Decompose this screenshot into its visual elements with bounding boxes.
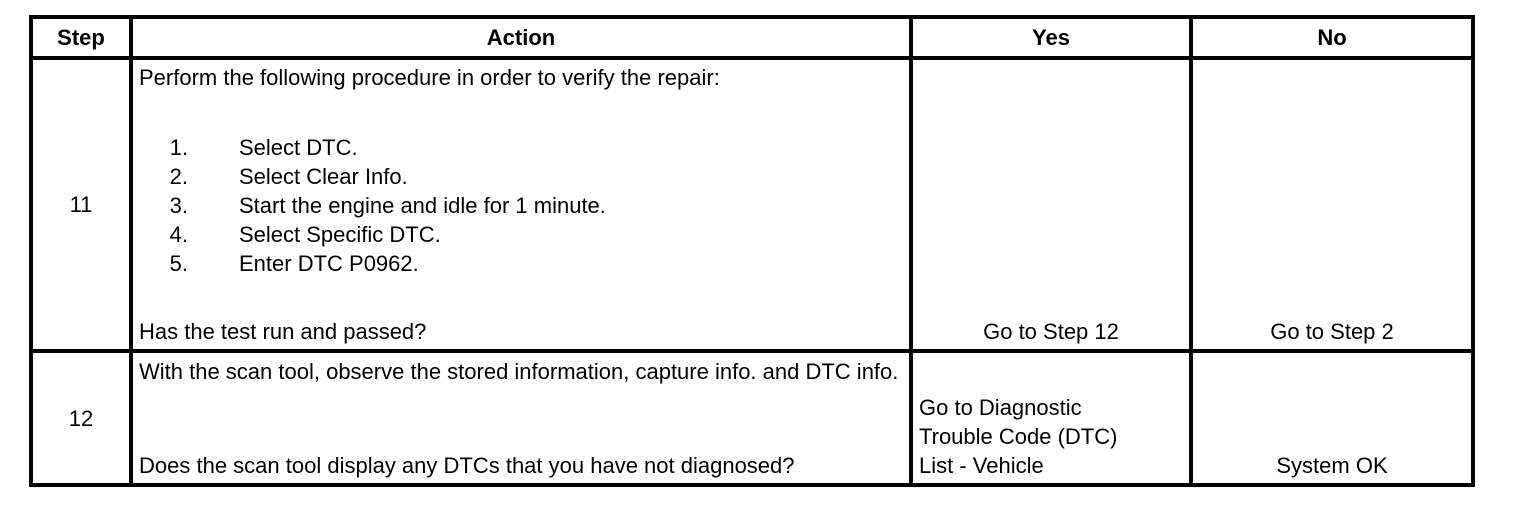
list-item-text: Select Clear Info. bbox=[239, 164, 408, 189]
list-item-text: Enter DTC P0962. bbox=[239, 251, 419, 276]
list-item-number: 5. bbox=[169, 251, 188, 276]
table-row bbox=[31, 351, 1473, 485]
step-number: 12 bbox=[31, 351, 131, 485]
procedure-list bbox=[139, 133, 606, 278]
diagnostic-table bbox=[29, 15, 1475, 487]
list-item bbox=[139, 191, 606, 220]
list-item-text: Start the engine and idle for 1 minute. bbox=[239, 193, 606, 218]
action-intro: Perform the following procedure in order to verify the repair: bbox=[139, 65, 720, 90]
list-item bbox=[139, 249, 606, 278]
header-step: Step bbox=[31, 17, 131, 58]
yes-result-line: Trouble Code (DTC) bbox=[919, 424, 1118, 449]
header-no: No bbox=[1191, 17, 1473, 58]
yes-result bbox=[919, 393, 1189, 483]
yes-cell bbox=[911, 351, 1191, 485]
no-result: System OK bbox=[1276, 453, 1388, 478]
list-item bbox=[139, 220, 606, 249]
yes-result-line: List - Vehicle bbox=[919, 453, 1044, 478]
header-action: Action bbox=[131, 17, 911, 58]
table-row bbox=[31, 58, 1473, 351]
list-item-text: Select DTC. bbox=[239, 135, 358, 160]
no-cell bbox=[1191, 58, 1473, 351]
list-item-number: 1. bbox=[169, 135, 188, 160]
yes-result: Go to Step 12 bbox=[983, 319, 1119, 344]
list-item-number: 4. bbox=[169, 222, 188, 247]
header-yes: Yes bbox=[911, 17, 1191, 58]
list-item bbox=[139, 133, 606, 162]
yes-cell bbox=[911, 58, 1191, 351]
no-cell bbox=[1191, 351, 1473, 485]
header-row bbox=[31, 17, 1473, 58]
yes-result-line: Go to Diagnostic bbox=[919, 395, 1082, 420]
list-item-number: 2. bbox=[169, 164, 188, 189]
list-item-number: 3. bbox=[169, 193, 188, 218]
action-intro: With the scan tool, observe the stored information, capture info. and DTC info. bbox=[139, 359, 899, 384]
list-item bbox=[139, 162, 606, 191]
no-result: Go to Step 2 bbox=[1270, 319, 1394, 344]
action-cell bbox=[131, 351, 911, 485]
step-number: 11 bbox=[31, 58, 131, 351]
action-cell bbox=[131, 58, 911, 351]
action-question: Does the scan tool display any DTCs that you have not diagnosed? bbox=[139, 453, 795, 478]
action-question: Has the test run and passed? bbox=[139, 319, 427, 344]
list-item-text: Select Specific DTC. bbox=[239, 222, 441, 247]
